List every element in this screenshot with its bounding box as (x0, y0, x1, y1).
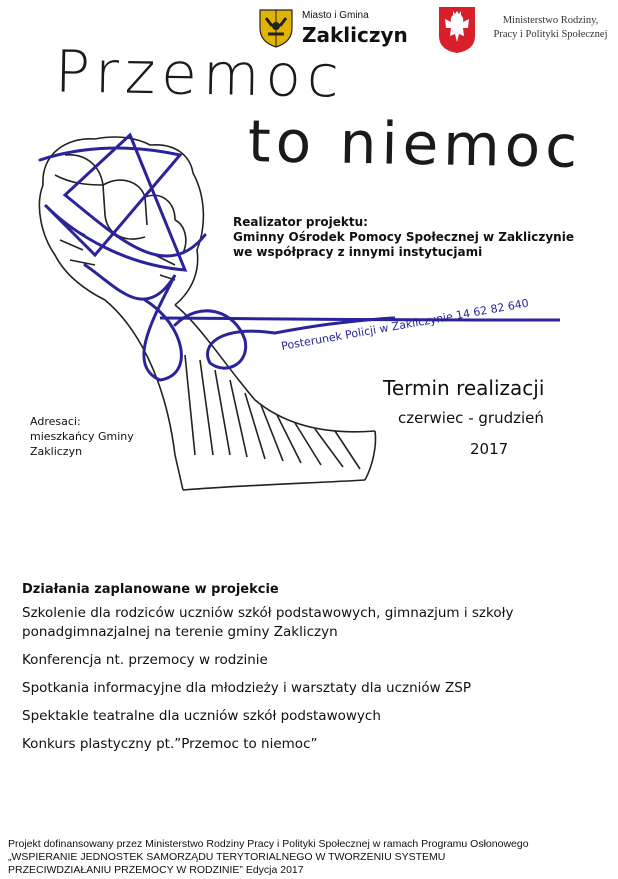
audience-line-1: mieszkańcy Gminy (30, 430, 134, 443)
implementer-org: Gminny Ośrodek Pomocy Społecznej w Zakliczynie (233, 230, 574, 244)
footer-line-1: Projekt dofinansowany przez Ministerstwo Rodziny Pracy i Polityki Społecznej w ramach Programu Osłonowego (8, 838, 529, 850)
implementer-label: Realizator projektu: (233, 215, 368, 229)
title-line-1: Przemoc (54, 37, 346, 111)
action-item: Spotkania informacyjne dla młodzieży i warsztaty dla uczniów ZSP (22, 680, 471, 696)
ministry-name (488, 14, 613, 42)
municipality-small-label: Miasto i Gmina (302, 10, 369, 21)
rope-tail (275, 315, 395, 333)
action-item: Konferencja nt. przemocy w rodzinie (22, 652, 268, 668)
termin-period: czerwiec - grudzień (398, 409, 544, 427)
footer-line-2: „WSPIERANIE JEDNOSTEK SAMORZĄDU TERYTORIALNEGO W TWORZENIU SYSTEMU (8, 851, 446, 863)
municipality-name: Zakliczyn (302, 23, 408, 47)
funding-footer (8, 838, 614, 877)
police-contact: Posterunek Policji w Zakliczynie 14 62 82 640 (280, 296, 530, 353)
planned-actions (22, 582, 602, 763)
title-line-2: to niemoc (247, 107, 583, 181)
project-implementer (233, 215, 574, 260)
audience-line-2: Zakliczyn (30, 445, 83, 458)
ministry-line-1: Ministerstwo Rodziny, (502, 15, 599, 26)
actions-heading: Działania zaplanowane w projekcie (22, 582, 279, 597)
ministry-logo (438, 6, 613, 58)
implementer-coop: we współpracy z innymi instytucjami (233, 245, 483, 259)
action-item: Konkurs plastyczny pt.”Przemoc to niemoc” (22, 736, 318, 752)
audience (30, 414, 134, 459)
termin-label: Termin realizacji (383, 376, 545, 400)
termin-year: 2017 (470, 440, 509, 458)
ministry-line-2: Pracy i Polityki Społecznej (493, 29, 608, 40)
audience-label: Adresaci: (30, 415, 81, 428)
action-item: Szkolenie dla rodziców uczniów szkół podstawowych, gimnazjum i szkoły ponadgimnazjalnej na terenie gminy Zakliczyn (22, 605, 514, 640)
action-item: Spektakle teatralne dla uczniów szkół podstawowych (22, 708, 381, 724)
footer-line-3: PRZECIWDZIAŁANIU PRZEMOCY W RODZINIE” Edycja 2017 (8, 864, 304, 876)
polish-eagle-icon (438, 6, 476, 54)
